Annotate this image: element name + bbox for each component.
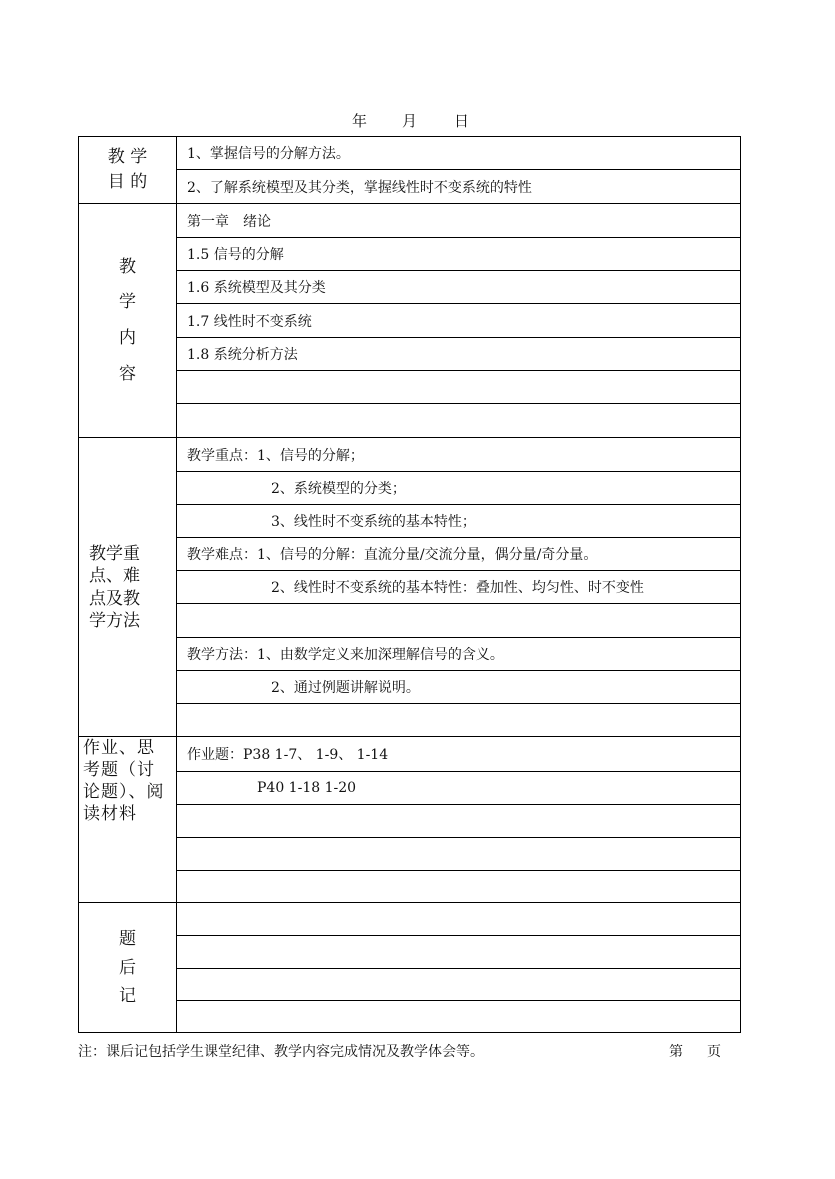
content-line-6[interactable] (177, 371, 740, 404)
footer-note: 注：课后记包括学生课堂纪律、教学内容完成情况及教学体会等。 (78, 1044, 484, 1060)
methods-line-2[interactable]: 2、系统模型的分类； (177, 472, 740, 505)
page-number (669, 1041, 721, 1061)
objectives-line-1[interactable]: 1、掌握信号的分解方法。 (177, 137, 740, 170)
methods-line-1[interactable]: 教学重点：1、信号的分解； (177, 438, 740, 472)
content-section (79, 203, 740, 438)
homework-label-cell (79, 737, 177, 903)
content-line-4[interactable]: 1.7 线性时不变系统 (177, 304, 740, 338)
homework-label: 作业、思 考题（讨 论题）、阅 读材料 (83, 738, 165, 825)
methods-label-cell (79, 438, 177, 737)
objectives-section (79, 137, 740, 203)
methods-line-4[interactable]: 教学难点：1、信号的分解：直流分量/交流分量，偶分量/奇分量。 (177, 538, 740, 571)
notes-section (79, 902, 740, 1033)
content-line-1[interactable]: 第一章 绪论 (177, 204, 740, 238)
page-suffix: 页 (707, 1044, 721, 1060)
methods-label: 教学重 点、难 点及教 学方法 (89, 544, 140, 631)
content-line-5[interactable]: 1.8 系统分析方法 (177, 338, 740, 371)
homework-section (79, 736, 740, 903)
content-line-3[interactable]: 1.6 系统模型及其分类 (177, 271, 740, 304)
methods-line-8[interactable]: 2、通过例题讲解说明。 (177, 671, 740, 704)
homework-line-3[interactable] (177, 805, 740, 838)
homework-line-1[interactable]: 作业题：P38 1-7、 1-9、 1-14 (177, 737, 740, 772)
objectives-label-cell (79, 137, 177, 203)
notes-line-2[interactable] (177, 936, 740, 969)
content-label: 教 学 内 容 (119, 256, 136, 384)
content-lines (177, 204, 740, 438)
homework-line-2[interactable]: P40 1-18 1-20 (177, 772, 740, 805)
notes-line-1[interactable] (177, 903, 740, 936)
notes-line-3[interactable] (177, 969, 740, 1001)
notes-lines (177, 903, 740, 1033)
notes-line-4[interactable] (177, 1001, 740, 1033)
objectives-line-2[interactable]: 2、了解系统模型及其分类，掌握线性时不变系统的特性 (187, 179, 532, 196)
day-label: 日 (454, 112, 470, 130)
notes-label: 题 后 记 (119, 928, 136, 1007)
methods-line-3[interactable]: 3、线性时不变系统的基本特性； (177, 505, 740, 538)
notes-label-cell (79, 903, 177, 1033)
methods-line-7[interactable]: 教学方法：1、由数学定义来加深理解信号的含义。 (177, 638, 740, 671)
homework-line-5[interactable] (177, 871, 740, 903)
methods-lines (177, 438, 740, 737)
content-label-cell (79, 204, 177, 438)
lesson-plan-form (78, 136, 741, 1033)
objectives-lines (177, 137, 740, 203)
methods-line-6[interactable] (177, 604, 740, 638)
month-label: 月 (402, 112, 418, 130)
homework-lines (177, 737, 740, 903)
methods-line-9[interactable] (177, 704, 740, 737)
homework-line-4[interactable] (177, 838, 740, 871)
methods-section (79, 437, 740, 737)
year-label: 年 (352, 112, 368, 130)
methods-line-5[interactable]: 2、线性时不变系统的基本特性：叠加性、均匀性、时不变性 (177, 571, 740, 604)
page-prefix: 第 (669, 1044, 683, 1060)
content-line-7[interactable] (177, 404, 740, 438)
objectives-label: 教 学 目 的 (107, 147, 148, 192)
content-line-2[interactable]: 1.5 信号的分解 (177, 238, 740, 271)
